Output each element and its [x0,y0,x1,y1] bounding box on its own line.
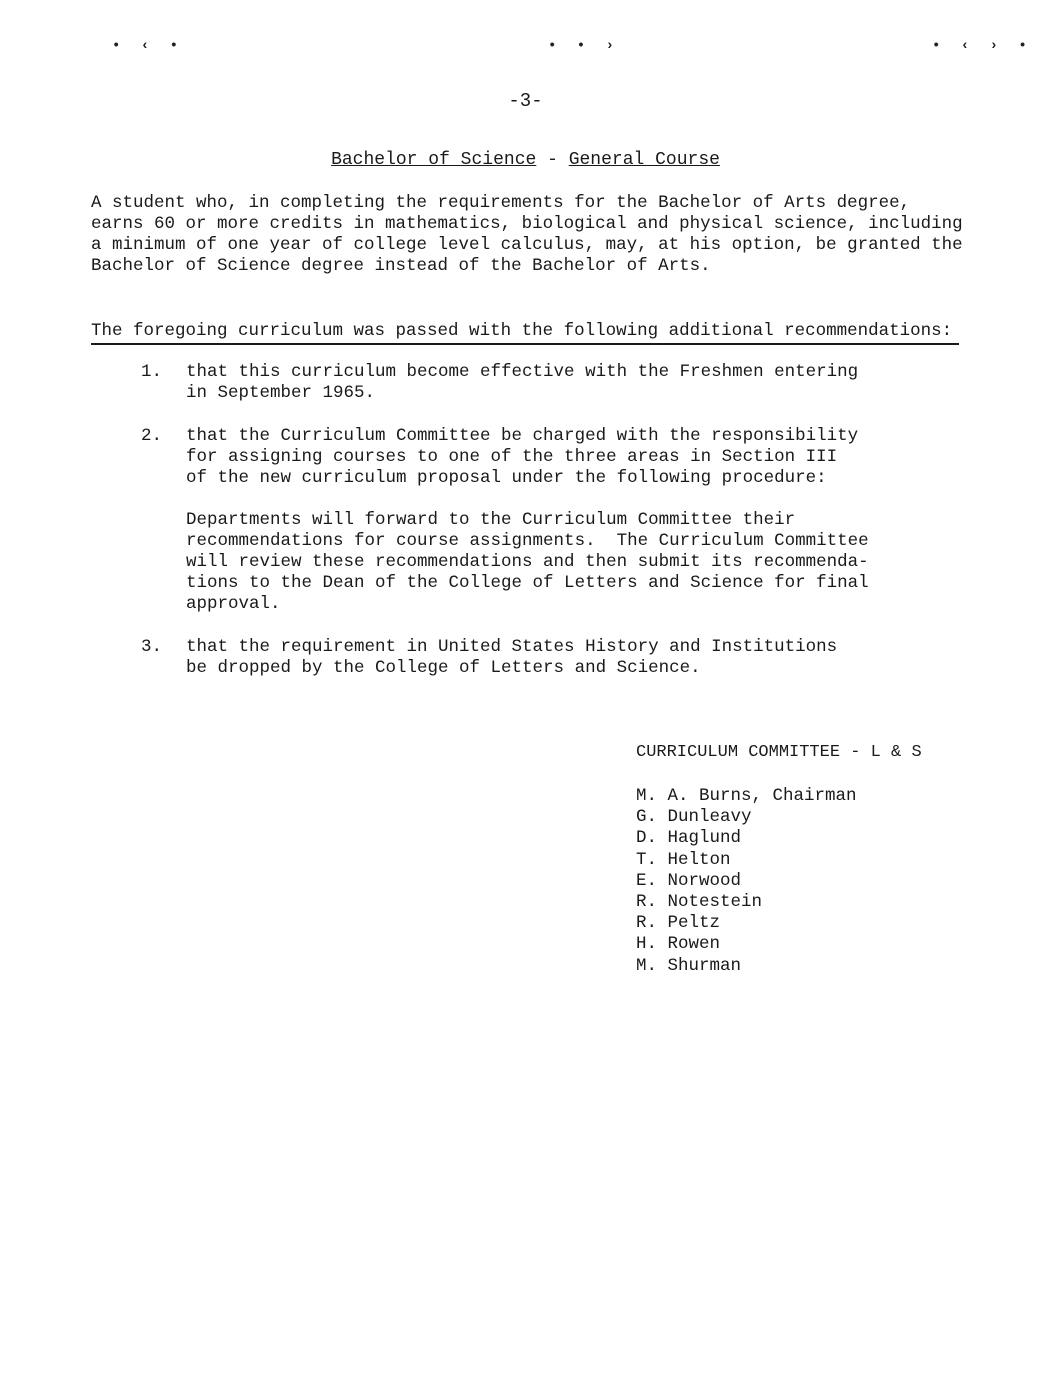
recommendation-number: 1. [141,362,163,382]
recommendation-number: 3. [141,637,163,657]
heading-separator: - [536,150,569,170]
recommendation-text: that this curriculum become effective with the Freshmen entering in September 1965. [186,362,859,403]
heading-course: General Course [568,150,720,170]
committee-member: R. Peltz [636,913,721,934]
committee-member: T. Helton [636,849,731,870]
section-heading [0,150,1051,170]
foregoing-statement: The foregoing curriculum was passed with the following additional recommendations: [91,320,959,345]
heading-degree: Bachelor of Science [331,150,537,170]
committee-member: R. Notestein [636,892,763,913]
committee-member: D. Haglund [636,828,742,849]
header-mark-right: • ‹ › • [932,38,1033,54]
committee-member-list [636,786,857,977]
committee-member: E. Norwood [636,870,742,891]
header-mark-middle: • • › [548,38,621,54]
committee-title: CURRICULUM COMMITTEE - L & S [636,743,922,762]
header-mark-left: • ‹ • [112,38,185,54]
committee-member: H. Rowen [636,934,721,955]
recommendation-text: that the Curriculum Committee be charged with the responsibility for assigning courses to one of the three areas in Section III of the new curriculum proposal under the following procedure: [186,426,859,488]
procedure-paragraph: Departments will forward to the Curriculum Committee their recommendations for course assignments. The Curriculum Committee will review these recommendations and then submit its recommenda- tions to the Dean of the College of Letters and Science for final approval. [186,510,869,614]
committee-member: M. A. Burns, Chairman [636,786,857,806]
recommendation-number: 2. [141,426,163,446]
recommendation-text: that the requirement in United States History and Institutions be dropped by the College of Letters and Science. [186,637,838,678]
intro-paragraph: A student who, in completing the requirements for the Bachelor of Arts degree, earns 60 or more credits in mathematics, biological and physical science, including a minimum of one year of college level calculus, may, at his option, be granted the Bachelor of Science degree instead of the Bachelor of Arts. [91,193,963,276]
committee-member: M. Shurman [636,955,742,976]
committee-member: G. Dunleavy [636,807,752,828]
page-number: -3- [508,90,543,112]
